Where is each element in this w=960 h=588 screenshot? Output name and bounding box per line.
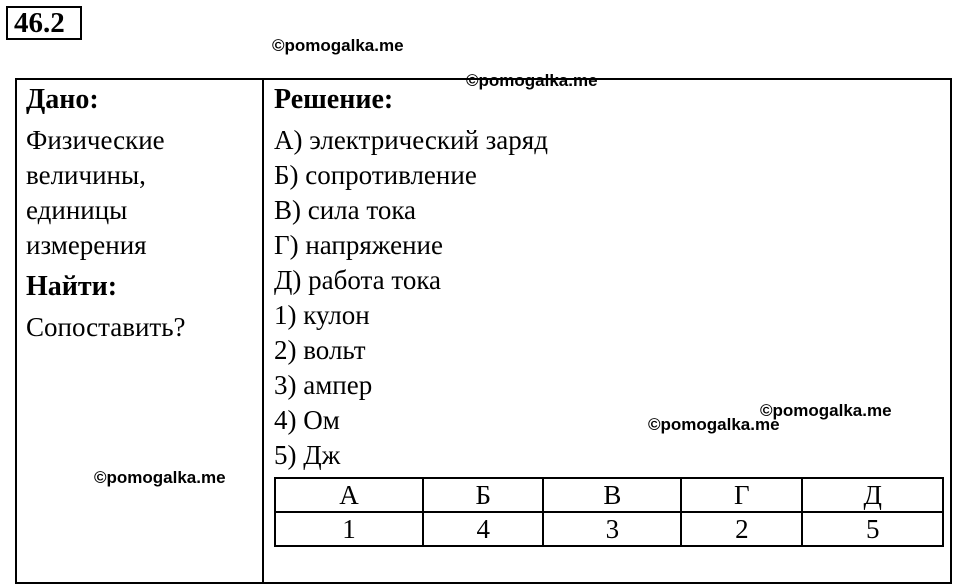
- quantity-item: В) сила тока: [274, 195, 417, 225]
- given-title: Дано:: [26, 84, 99, 115]
- given-line: единицы: [26, 195, 128, 225]
- answer-header-cell: В: [543, 478, 681, 512]
- quantity-item: А) электрический заряд: [274, 125, 548, 155]
- find-title: Найти:: [26, 271, 118, 302]
- column-divider: [262, 78, 264, 584]
- answer-header-cell: Г: [681, 478, 802, 512]
- answer-header-cell: А: [275, 478, 423, 512]
- quantity-item: Д) работа тока: [274, 265, 442, 295]
- problem-number: 46.2: [6, 6, 82, 40]
- watermark: ©pomogalka.me: [760, 401, 892, 420]
- answer-value-cell: 1: [275, 512, 423, 546]
- watermark: ©pomogalka.me: [94, 468, 226, 487]
- solution-title: Решение:: [274, 84, 394, 115]
- unit-item: 2) вольт: [274, 335, 366, 365]
- given-line: измерения: [26, 230, 147, 260]
- unit-item: 4) Ом: [274, 405, 340, 435]
- answer-header-row: [275, 478, 943, 512]
- unit-item: 1) кулон: [274, 300, 370, 330]
- quantity-item: Г) напряжение: [274, 230, 443, 260]
- answer-header-cell: Д: [802, 478, 943, 512]
- solution-column: [274, 82, 944, 473]
- unit-item: 3) ампер: [274, 370, 373, 400]
- find-text: Сопоставить?: [26, 312, 186, 342]
- answer-value-cell: 4: [423, 512, 544, 546]
- answer-header-cell: Б: [423, 478, 544, 512]
- answer-value-row: [275, 512, 943, 546]
- watermark: ©pomogalka.me: [648, 415, 780, 434]
- answer-value-cell: 3: [543, 512, 681, 546]
- given-line: величины,: [26, 160, 146, 190]
- watermark: ©pomogalka.me: [272, 36, 404, 55]
- watermark: ©pomogalka.me: [466, 71, 598, 90]
- answer-value-cell: 5: [802, 512, 943, 546]
- answer-table: [274, 477, 944, 547]
- quantity-item: Б) сопротивление: [274, 160, 477, 190]
- unit-item: 5) Дж: [274, 440, 341, 470]
- given-column: [26, 82, 258, 345]
- answer-value-cell: 2: [681, 512, 802, 546]
- given-line: Физические: [26, 125, 165, 155]
